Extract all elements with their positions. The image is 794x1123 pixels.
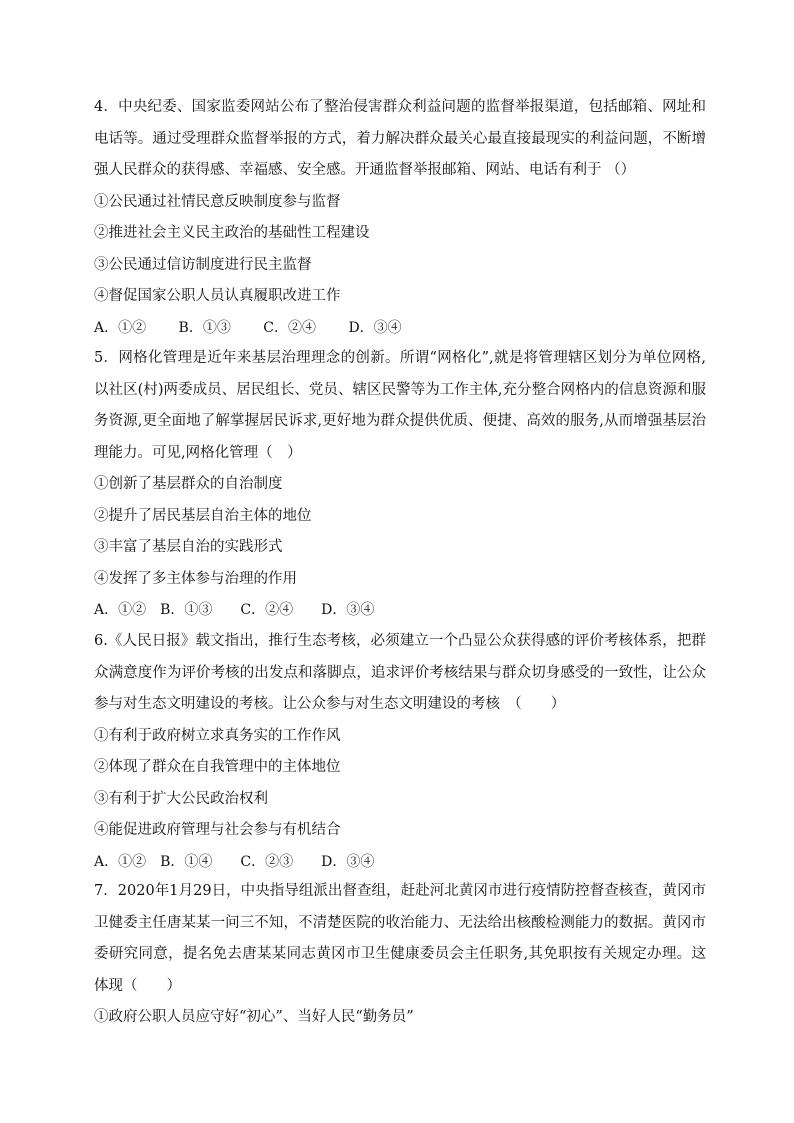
option-4: ④督促国家公职人员认真履职改进工作 <box>94 288 341 304</box>
option-3: ③公民通过信访制度进行民主监督 <box>94 256 312 273</box>
question-5 <box>94 343 706 627</box>
option-4: ④能促进政府管理与社会参与有机结合 <box>94 822 341 838</box>
option-1: ①创新了基层群众的自治制度 <box>94 476 283 492</box>
answer-choices: A．①② B．①③ C．②④ D．③④ <box>94 319 402 336</box>
option-4: ④发挥了多主体参与治理的作用 <box>94 570 297 587</box>
option-1: ①公民通过社情民意反映制度参与监督 <box>94 193 341 210</box>
question-stem: 5．网格化管理是近年来基层治理理念的创新。所谓“网格化”,就是将管理辖区划分为单位网格,以社区(村)两委成员、居民组长、党员、辖区民警等为工作主体,充分整合网格内的信息资源和服务资源,更全面地了解掌握居民诉求,更好地为群众提供优质、便捷、高效的服务,从而增强基层治理能力。可见,网格化管理（ ） <box>94 350 706 461</box>
option-2: ②体现了群众在自我管理中的主体地位 <box>94 759 341 775</box>
option-2: ②提升了居民基层自治主体的地位 <box>94 507 312 524</box>
option-1: ①政府公职人员应守好“初心”、当好人民“勤务员” <box>94 1009 414 1025</box>
option-2: ②推进社会主义民主政治的基础性工程建设 <box>94 225 370 241</box>
option-3: ③丰富了基层自治的实践形式 <box>94 539 283 555</box>
option-1: ①有利于政府树立求真务实的工作作风 <box>94 727 341 744</box>
question-stem: 4．中央纪委、国家监委网站公布了整治侵害群众利益问题的监督举报渠道，包括邮箱、网址和电话等。通过受理群众监督举报的方式，着力解决群众最关心最直接最现实的利益问题，不断增强人民群众的获得感、幸福感、安全感。开通监督举报邮箱、网站、电话有利于 （） <box>94 99 706 178</box>
answer-choices: A．①② B．①④ C．②③ D．③④ <box>94 853 375 870</box>
question-stem: 6.《人民日报》载文指出，推行生态考核，必须建立一个凸显公众获得感的评价考核体系，把群众满意度作为评价考核的出发点和落脚点，追求评价考核结果与群众切身感受的一致性，让公众参与对生态文明建设的考核。让公众参与对生态文明建设的考核 （ ） <box>94 633 706 712</box>
question-7 <box>94 876 706 1034</box>
option-3: ③有利于扩大公民政治权利 <box>94 790 268 807</box>
question-4 <box>94 92 706 344</box>
question-6 <box>94 626 706 878</box>
question-stem: 7．2020年1月29日，中央指导组派出督查组，赶赴河北黄冈市进行疫情防控督查核查，黄冈市卫健委主任唐某某一问三不知，不清楚医院的收治能力、无法给出核酸检测能力的数据。黄冈市委研究同意，提名免去唐某某同志黄冈市卫生健康委员会主任职务,其免职按有关规定办理。这体现（ ） <box>94 883 706 994</box>
answer-choices: A．①② B．①③ C．②④ D．③④ <box>94 602 375 618</box>
